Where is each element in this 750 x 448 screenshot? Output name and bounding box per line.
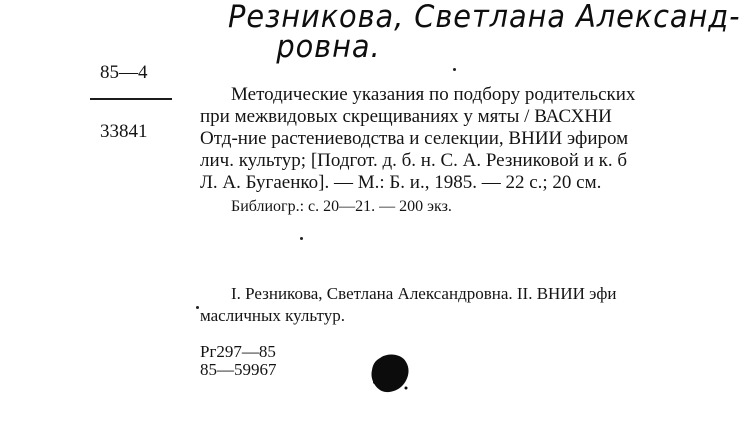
entry-line: при межвидовых скрещиваниях у мяты / ВАСХНИ <box>200 106 612 127</box>
handwritten-line-1: Резникова, Светлана Александ- <box>228 0 741 35</box>
tracing-line-1: I. Резникова, Светлана Александровна. II. ВНИИ эфи <box>231 284 617 303</box>
shelf-mark-number: 33841 <box>100 121 148 142</box>
code-line-1: Рг297—85 <box>200 342 276 361</box>
entry-line: Л. А. Бугаенко]. — М.: Б. и., 1985. — 22 с.; 20 см. <box>200 172 602 193</box>
tracing-line-2: масличных культур. <box>200 306 345 325</box>
entry-line: Методические указания по подбору родительских <box>231 84 636 105</box>
ink-blot <box>366 350 414 398</box>
code-line-2: 85—59967 <box>200 360 277 379</box>
shelf-mark-divider <box>90 98 172 100</box>
bibliographic-entry <box>200 84 635 218</box>
entry-line: Отд-ние растениеводства и селекции, ВНИИ эфиром <box>200 128 629 149</box>
entry-line: лич. культур; [Подгот. д. б. н. С. А. Резниковой и к. б <box>200 150 628 171</box>
speck <box>453 68 456 71</box>
shelf-mark-top: 85—4 <box>100 62 148 83</box>
tracings <box>200 283 616 327</box>
handwritten-author-note <box>228 0 741 65</box>
speck <box>196 306 199 309</box>
handwritten-line-2: ровна. <box>276 29 381 65</box>
registration-codes <box>200 343 277 379</box>
bibliography-note: Библиогр.: с. 20—21. — 200 экз. <box>231 198 452 215</box>
speck <box>300 237 303 240</box>
